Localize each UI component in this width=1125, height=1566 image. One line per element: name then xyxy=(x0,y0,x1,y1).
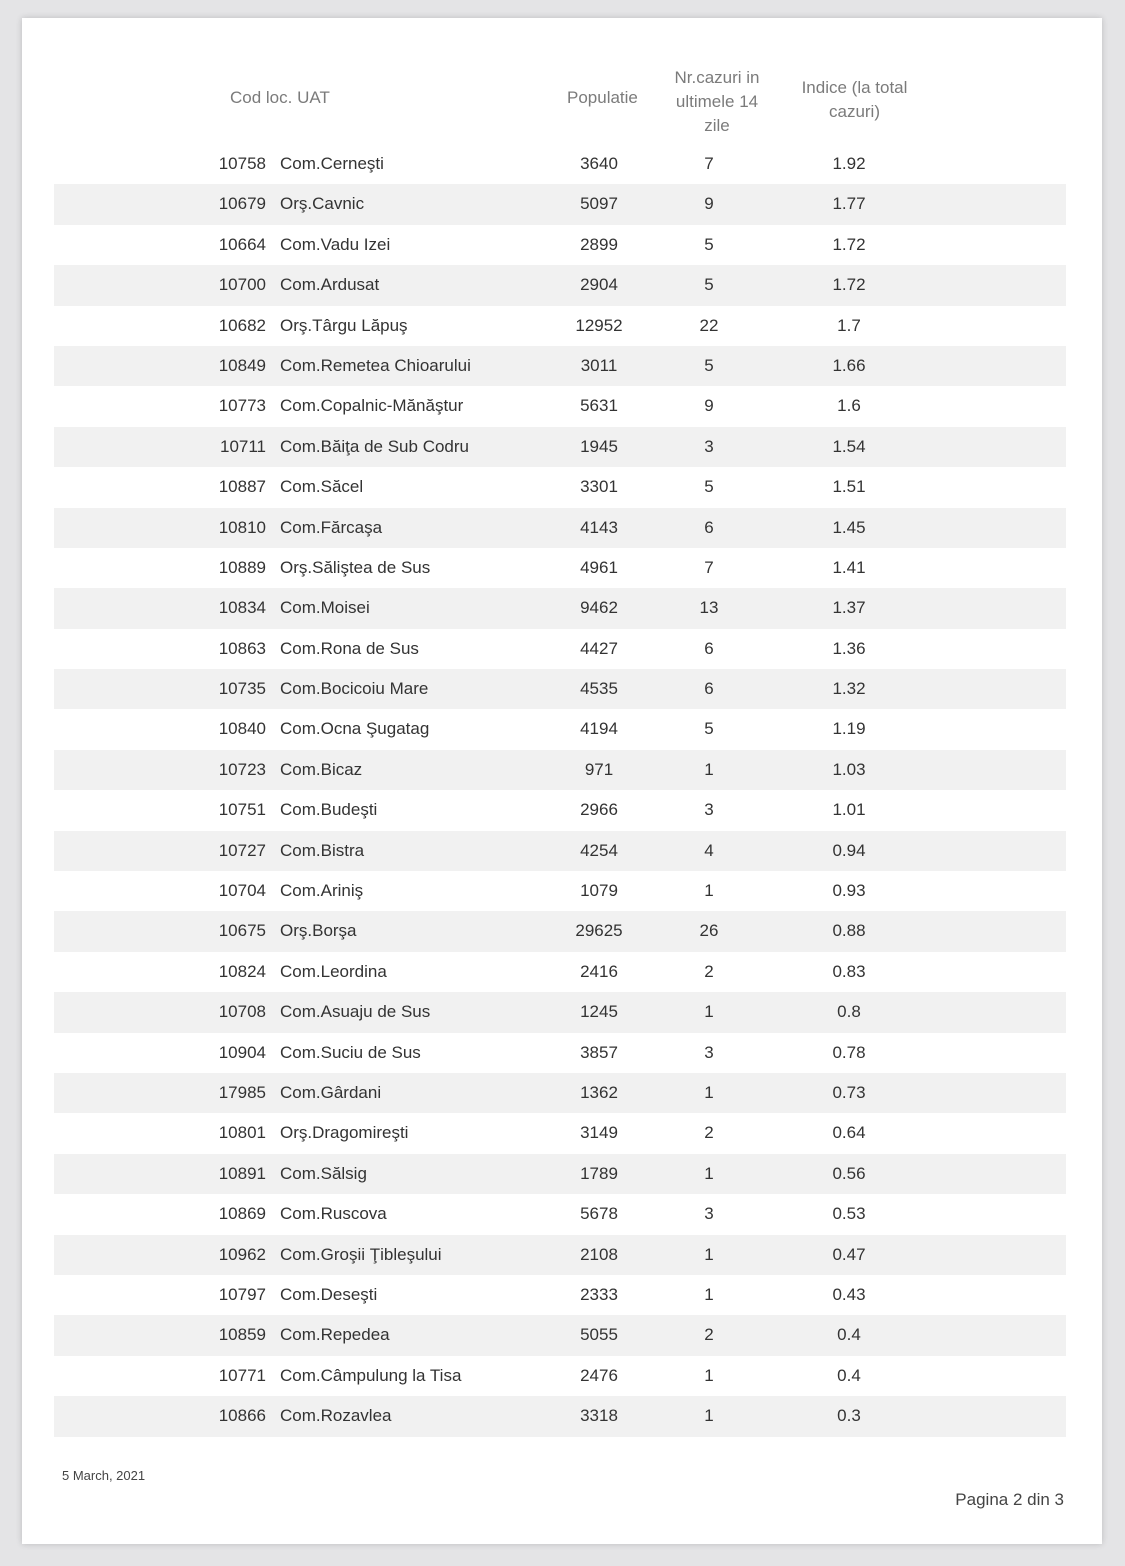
cell-index: 0.4 xyxy=(837,1325,861,1345)
cell-code: 10810 xyxy=(218,517,266,537)
cell-index: 1.45 xyxy=(832,517,866,537)
cell-cases: 1 xyxy=(704,1406,714,1426)
table-row xyxy=(54,265,1066,305)
cell-code: 10891 xyxy=(218,1163,266,1183)
cell-cases: 1 xyxy=(704,1163,714,1183)
cell-name: Com.Asuaju de Sus xyxy=(280,1002,431,1022)
cell-cases: 1 xyxy=(704,1284,714,1304)
cell-name: Com.Fărcaşa xyxy=(280,517,383,537)
header-cases-line: ultimele 14 xyxy=(675,92,759,111)
table-row xyxy=(54,871,1066,911)
header-cases-line: Nr.cazuri in xyxy=(674,68,760,87)
cell-code: 10664 xyxy=(218,234,266,254)
cell-cases: 7 xyxy=(704,557,714,577)
cell-population: 2108 xyxy=(580,1244,618,1264)
cell-population: 1245 xyxy=(580,1002,618,1022)
table-row xyxy=(54,1315,1066,1355)
cell-cases: 5 xyxy=(704,355,714,375)
cell-cases: 2 xyxy=(704,1325,714,1345)
cell-population: 2476 xyxy=(580,1365,618,1385)
cell-index: 1.72 xyxy=(832,234,866,254)
cell-index: 0.4 xyxy=(837,1365,861,1385)
table-row xyxy=(54,548,1066,588)
report-date: 5 March, 2021 xyxy=(62,1468,146,1483)
cell-population: 3301 xyxy=(580,477,618,497)
cell-population: 4535 xyxy=(580,679,618,699)
cell-cases: 1 xyxy=(704,1365,714,1385)
cell-code: 10700 xyxy=(218,275,266,295)
cell-index: 1.03 xyxy=(832,759,866,779)
cell-index: 1.01 xyxy=(832,800,866,820)
cell-name: Com.Repedea xyxy=(280,1325,390,1345)
cell-code: 10863 xyxy=(218,638,266,658)
cell-population: 4961 xyxy=(580,557,618,577)
cell-code: 10735 xyxy=(218,679,266,699)
table-row xyxy=(54,1396,1066,1436)
cell-name: Com.Săcel xyxy=(280,477,364,497)
cell-name: Com.Ocna Şugatag xyxy=(280,719,430,739)
cell-cases: 5 xyxy=(704,234,714,254)
cell-index: 1.36 xyxy=(832,638,866,658)
cell-code: 10887 xyxy=(218,477,266,497)
header-code-uat: Cod loc. UAT xyxy=(230,88,330,107)
cell-index: 0.64 xyxy=(832,1123,866,1143)
cell-index: 1.51 xyxy=(832,477,866,497)
cell-code: 10797 xyxy=(218,1284,266,1304)
cell-cases: 5 xyxy=(704,477,714,497)
cell-population: 3640 xyxy=(580,154,618,173)
cell-code: 10758 xyxy=(218,154,266,173)
cell-index: 1.6 xyxy=(837,396,861,416)
cell-code: 10679 xyxy=(218,194,266,214)
cell-name: Com.Rozavlea xyxy=(280,1406,392,1426)
cell-code: 10682 xyxy=(218,315,266,335)
cell-name: Com.Groşii Ţibleşului xyxy=(280,1244,442,1264)
cell-population: 3857 xyxy=(580,1042,618,1062)
cell-cases: 3 xyxy=(704,1042,714,1062)
cell-name: Com.Sălsig xyxy=(280,1163,367,1183)
cell-name: Com.Ariniş xyxy=(280,881,364,901)
cell-name: Com.Leordina xyxy=(280,961,387,981)
cell-name: Com.Copalnic-Mănăştur xyxy=(280,396,464,416)
cell-name: Com.Suciu de Sus xyxy=(280,1042,421,1062)
cell-code: 10824 xyxy=(218,961,266,981)
cell-name: Com.Gârdani xyxy=(280,1082,382,1102)
cell-index: 1.92 xyxy=(832,154,866,173)
cell-name: Com.Ardusat xyxy=(280,275,380,295)
cell-index: 0.78 xyxy=(832,1042,866,1062)
cell-cases: 6 xyxy=(704,517,714,537)
cell-population: 2333 xyxy=(580,1284,618,1304)
cell-code: 17985 xyxy=(218,1082,266,1102)
cell-cases: 1 xyxy=(704,1082,714,1102)
table-row xyxy=(54,992,1066,1032)
cell-population: 4194 xyxy=(580,719,618,739)
cell-population: 1079 xyxy=(580,881,618,901)
cell-cases: 2 xyxy=(704,961,714,981)
table-row xyxy=(54,467,1066,507)
cell-index: 0.94 xyxy=(832,840,866,860)
header-cases-14-days xyxy=(662,66,772,138)
cell-index: 0.43 xyxy=(832,1284,866,1304)
table-row xyxy=(54,225,1066,265)
cell-code: 10751 xyxy=(218,800,266,820)
table-row xyxy=(54,911,1066,951)
table-row xyxy=(54,669,1066,709)
cell-name: Com.Moisei xyxy=(280,598,370,618)
header-cases-line: zile xyxy=(704,116,730,135)
cell-population: 2904 xyxy=(580,275,618,295)
cell-code: 10727 xyxy=(218,840,266,860)
page-number: Pagina 2 din 3 xyxy=(955,1490,1064,1509)
cell-code: 10859 xyxy=(218,1325,266,1345)
cell-population: 12952 xyxy=(575,315,623,335)
header-index xyxy=(782,76,927,124)
cell-index: 1.37 xyxy=(832,598,866,618)
cell-population: 5631 xyxy=(580,396,618,416)
cell-code: 10801 xyxy=(218,1123,266,1143)
cell-code: 10869 xyxy=(218,1204,266,1224)
cell-cases: 3 xyxy=(704,436,714,456)
cell-cases: 1 xyxy=(704,881,714,901)
cell-cases: 1 xyxy=(704,1002,714,1022)
cell-cases: 3 xyxy=(704,1204,714,1224)
cell-name: Com.Bicaz xyxy=(280,759,363,779)
table-row xyxy=(54,427,1066,467)
table-row xyxy=(54,1073,1066,1113)
table-row xyxy=(54,709,1066,749)
cell-name: Com.Băiţa de Sub Codru xyxy=(280,436,469,456)
cell-code: 10904 xyxy=(218,1042,266,1062)
table-row xyxy=(54,1113,1066,1153)
table-row xyxy=(54,588,1066,628)
table-row xyxy=(54,750,1066,790)
cell-index: 0.83 xyxy=(832,961,866,981)
table-row xyxy=(54,346,1066,386)
cell-code: 10849 xyxy=(218,355,266,375)
cell-cases: 9 xyxy=(704,194,714,214)
cell-code: 10889 xyxy=(218,557,266,577)
cell-population: 3318 xyxy=(580,1406,618,1426)
table-row xyxy=(54,1356,1066,1396)
cell-cases: 5 xyxy=(704,275,714,295)
cell-code: 10840 xyxy=(218,719,266,739)
data-table xyxy=(54,144,1066,1437)
cell-index: 1.19 xyxy=(832,719,866,739)
cell-cases: 9 xyxy=(704,396,714,416)
header-index-line: Indice (la total xyxy=(801,78,908,97)
table-row xyxy=(54,1235,1066,1275)
cell-cases: 1 xyxy=(704,1244,714,1264)
table-row xyxy=(54,790,1066,830)
cell-population: 5055 xyxy=(580,1325,618,1345)
cell-index: 1.66 xyxy=(832,355,866,375)
cell-population: 2416 xyxy=(580,961,618,981)
cell-index: 1.77 xyxy=(832,194,866,214)
cell-population: 4427 xyxy=(580,638,618,658)
cell-cases: 1 xyxy=(704,759,714,779)
cell-index: 0.73 xyxy=(832,1082,866,1102)
cell-index: 1.7 xyxy=(837,315,861,335)
header-index-line: cazuri) xyxy=(828,102,880,121)
cell-index: 0.47 xyxy=(832,1244,866,1264)
cell-population: 2899 xyxy=(580,234,618,254)
table-row xyxy=(54,1275,1066,1315)
cell-name: Com.Remetea Chioarului xyxy=(280,355,471,375)
cell-population: 4143 xyxy=(580,517,618,537)
cell-population: 5097 xyxy=(580,194,618,214)
cell-index: 0.8 xyxy=(837,1002,861,1022)
cell-code: 10866 xyxy=(218,1406,266,1426)
cell-name: Com.Rona de Sus xyxy=(280,638,419,658)
table-row xyxy=(54,1033,1066,1073)
cell-name: Com.Deseşti xyxy=(280,1284,378,1304)
cell-name: Com.Vadu Izei xyxy=(280,234,391,254)
table-row xyxy=(54,508,1066,548)
cell-code: 10723 xyxy=(218,759,266,779)
cell-population: 2966 xyxy=(580,800,618,820)
table-row xyxy=(54,831,1066,871)
cell-population: 1789 xyxy=(580,1163,618,1183)
cell-index: 0.93 xyxy=(832,881,866,901)
cell-population: 971 xyxy=(584,759,614,779)
cell-population: 1362 xyxy=(580,1082,618,1102)
cell-cases: 4 xyxy=(704,840,714,860)
cell-cases: 13 xyxy=(699,598,719,618)
table-row xyxy=(54,1154,1066,1194)
cell-population: 9462 xyxy=(580,598,618,618)
cell-name: Com.Cerneşti xyxy=(280,154,384,173)
cell-population: 5678 xyxy=(580,1204,618,1224)
table-row xyxy=(54,184,1066,224)
cell-code: 10675 xyxy=(218,921,266,941)
document-page xyxy=(22,18,1102,1544)
table-row xyxy=(54,1194,1066,1234)
cell-name: Com.Budeşti xyxy=(280,800,378,820)
cell-population: 3149 xyxy=(580,1123,618,1143)
cell-code: 10708 xyxy=(218,1002,266,1022)
cell-name: Orş.Borşa xyxy=(280,921,357,941)
cell-code: 10834 xyxy=(218,598,266,618)
cell-name: Orş.Cavnic xyxy=(280,194,365,214)
cell-code: 10962 xyxy=(218,1244,266,1264)
cell-index: 1.32 xyxy=(832,679,866,699)
cell-code: 10711 xyxy=(219,436,266,456)
cell-cases: 3 xyxy=(704,800,714,820)
cell-index: 1.54 xyxy=(832,436,866,456)
header-population: Populatie xyxy=(567,88,638,107)
cell-name: Com.Câmpulung la Tisa xyxy=(280,1365,462,1385)
cell-population: 1945 xyxy=(580,436,618,456)
table-row xyxy=(54,144,1066,184)
cell-code: 10704 xyxy=(218,881,266,901)
cell-index: 1.72 xyxy=(832,275,866,295)
cell-cases: 6 xyxy=(704,638,714,658)
cell-population: 3011 xyxy=(580,355,618,375)
cell-code: 10773 xyxy=(218,396,266,416)
cell-cases: 2 xyxy=(704,1123,714,1143)
cell-index: 1.41 xyxy=(832,557,866,577)
cell-code: 10771 xyxy=(218,1365,266,1385)
cell-population: 29625 xyxy=(575,921,623,941)
cell-index: 0.3 xyxy=(837,1406,861,1426)
cell-index: 0.88 xyxy=(832,921,866,941)
cell-index: 0.56 xyxy=(832,1163,866,1183)
cell-name: Com.Bistra xyxy=(280,840,365,860)
cell-index: 0.53 xyxy=(832,1204,866,1224)
cell-cases: 7 xyxy=(704,154,714,173)
cell-name: Orş.Târgu Lăpuş xyxy=(280,315,408,335)
cell-name: Orş.Săliştea de Sus xyxy=(280,557,431,577)
cell-population: 4254 xyxy=(580,840,618,860)
table-row xyxy=(54,629,1066,669)
cell-cases: 22 xyxy=(699,315,719,335)
cell-name: Orş.Dragomireşti xyxy=(280,1123,409,1143)
table-row xyxy=(54,306,1066,346)
cell-name: Com.Bocicoiu Mare xyxy=(280,679,429,699)
table-row xyxy=(54,952,1066,992)
cell-cases: 26 xyxy=(699,921,719,941)
cell-name: Com.Ruscova xyxy=(280,1204,387,1224)
cell-cases: 5 xyxy=(704,719,714,739)
cell-cases: 6 xyxy=(704,679,714,699)
table-row xyxy=(54,386,1066,426)
